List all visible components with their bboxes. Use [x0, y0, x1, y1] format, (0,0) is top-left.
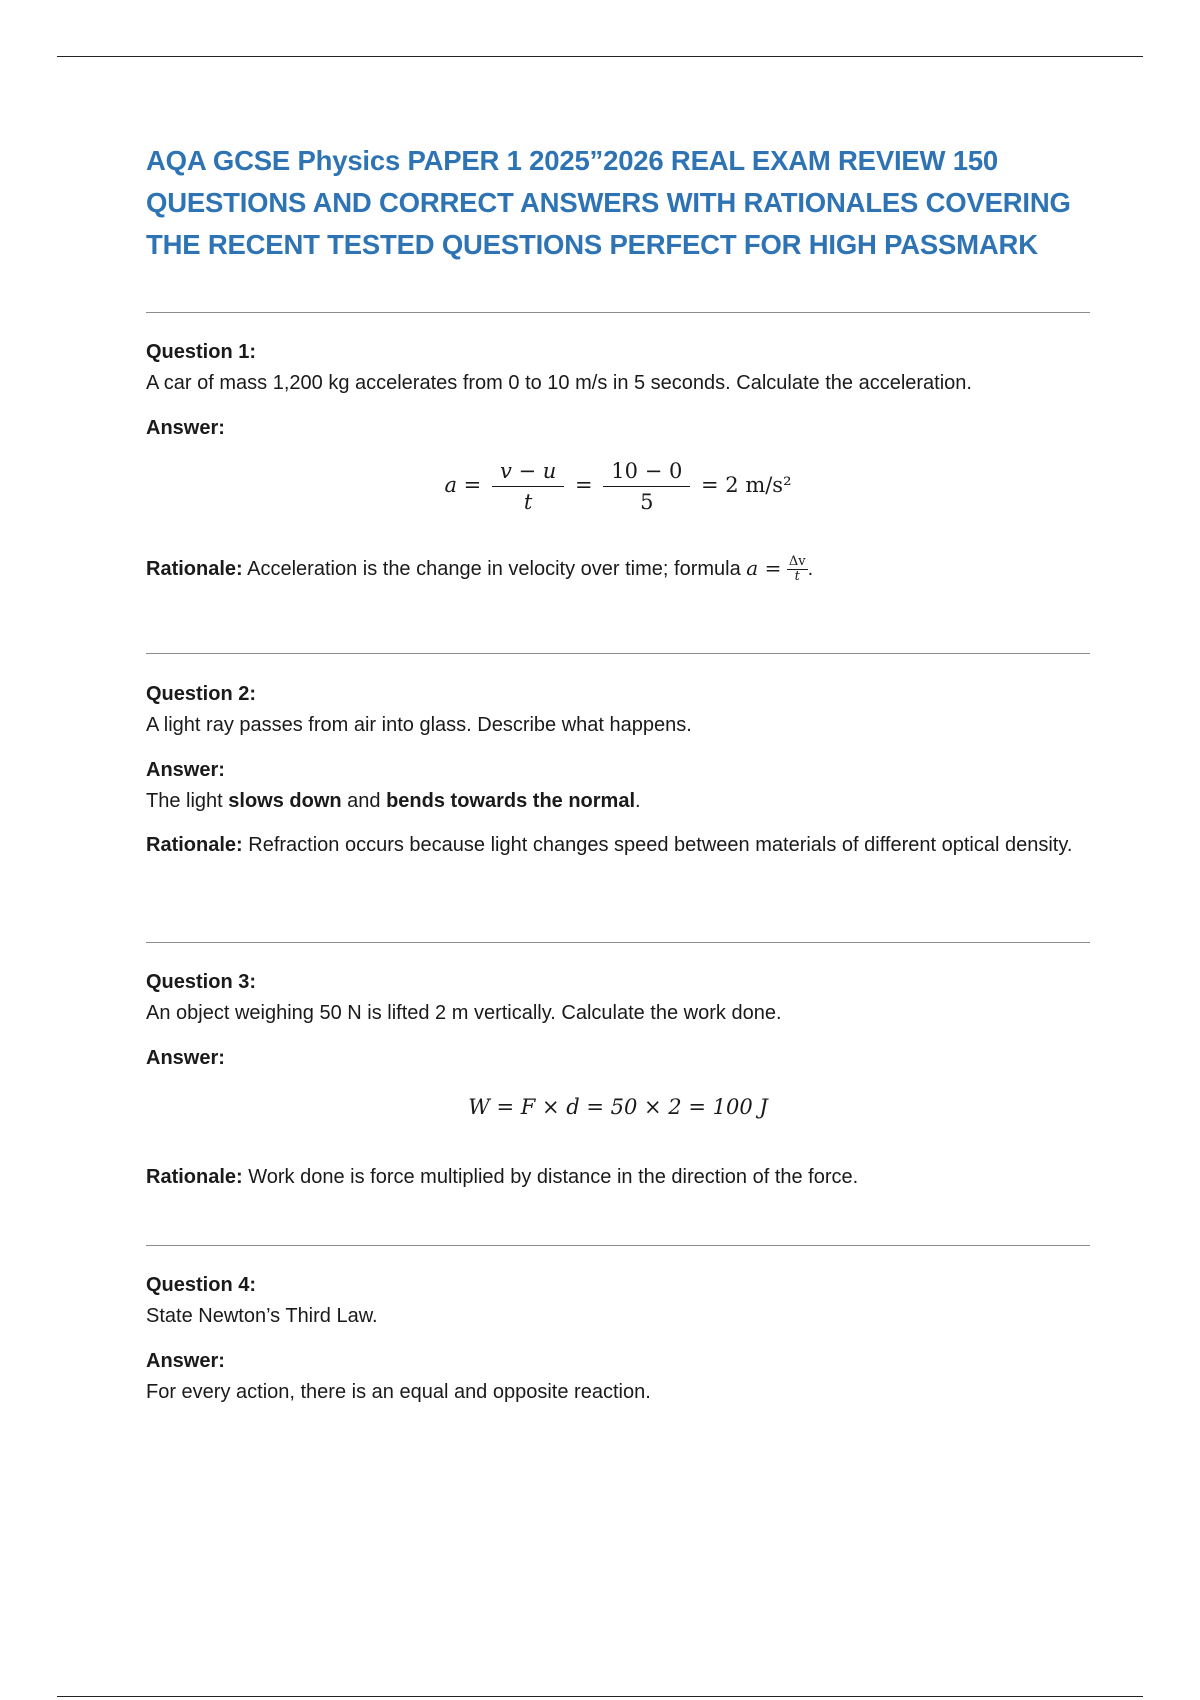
- eq-fraction-1: [492, 459, 564, 514]
- rationale-text: Acceleration is the change in velocity over time; formula: [247, 558, 741, 580]
- eq-equals: =: [575, 473, 593, 497]
- answer-text-part: .: [635, 790, 641, 812]
- separator: [146, 312, 1090, 313]
- rationale: [146, 1161, 1090, 1193]
- answer-text: [146, 785, 1090, 817]
- rationale-formula-fraction: [787, 555, 808, 584]
- question-text: An object weighing 50 N is lifted 2 m vertically. Calculate the work done.: [146, 1002, 782, 1024]
- separator: [146, 942, 1090, 943]
- question-text: A light ray passes from air into glass. Describe what happens.: [146, 714, 692, 736]
- eq-fraction-denominator: t: [523, 490, 533, 514]
- question-label: Question 4:: [146, 1274, 257, 1296]
- rationale-formula-numerator: Δv: [788, 554, 806, 570]
- separator: [146, 1245, 1090, 1246]
- rationale-formula-lhs: a =: [746, 556, 782, 580]
- rationale-text: Work done is force multiplied by distance in the direction of the force.: [248, 1166, 859, 1188]
- rationale-label: Rationale:: [146, 558, 243, 580]
- answer-label: Answer:: [146, 1047, 225, 1069]
- eq-result: = 2 m/s²: [701, 473, 792, 497]
- answer-emphasis: slows down: [228, 790, 342, 812]
- document-title: AQA GCSE Physics PAPER 1 2025”2026 REAL EXAM REVIEW 150 QUESTIONS AND CORRECT ANSWERS WITH RATIONALES COVERING THE RECENT TESTED QUESTIONS PERFECT FOR HIGH PASSMARK: [146, 145, 1071, 260]
- answer-text: For every action, there is an equal and opposite reaction.: [146, 1381, 651, 1403]
- answer-text-part: and: [341, 790, 387, 812]
- page-top-rule: [57, 56, 1143, 57]
- rationale: [146, 829, 1090, 861]
- question-text: State Newton’s Third Law.: [146, 1305, 378, 1327]
- question-label: Question 1:: [146, 341, 257, 363]
- rationale-text: Refraction occurs because light changes speed between materials of different optical density.: [248, 834, 1073, 856]
- question-label: Question 3:: [146, 971, 257, 993]
- rationale-label: Rationale:: [146, 834, 243, 856]
- question-label: Question 2:: [146, 683, 257, 705]
- answer-label: Answer:: [146, 417, 225, 439]
- rationale-label: Rationale:: [146, 1166, 243, 1188]
- eq-fraction-denominator: 5: [640, 490, 654, 514]
- acceleration-equation: [146, 459, 1090, 514]
- question-3: [146, 969, 1090, 1193]
- answer-emphasis: bends towards the normal: [386, 790, 636, 812]
- question-text: A car of mass 1,200 kg accelerates from 0 to 10 m/s in 5 seconds. Calculate the acceleration.: [146, 372, 972, 394]
- work-equation: W = F × d = 50 × 2 = 100 J: [468, 1095, 768, 1119]
- question-1: [146, 339, 1090, 585]
- answer-label: Answer:: [146, 1350, 225, 1372]
- eq-fraction-numerator: v − u: [492, 459, 564, 487]
- rationale-end: .: [807, 558, 814, 580]
- answer-text-part: The light: [146, 790, 229, 812]
- rationale-formula-denominator: t: [794, 569, 800, 585]
- separator: [146, 653, 1090, 654]
- eq-fraction-numerator: 10 − 0: [603, 459, 690, 487]
- eq-fraction-2: [603, 459, 690, 514]
- eq-lhs: a =: [444, 473, 482, 497]
- question-4: [146, 1272, 1090, 1408]
- answer-label: Answer:: [146, 759, 225, 781]
- page-bottom-rule: [57, 1696, 1143, 1697]
- rationale: [146, 552, 1090, 585]
- question-2: [146, 681, 1090, 861]
